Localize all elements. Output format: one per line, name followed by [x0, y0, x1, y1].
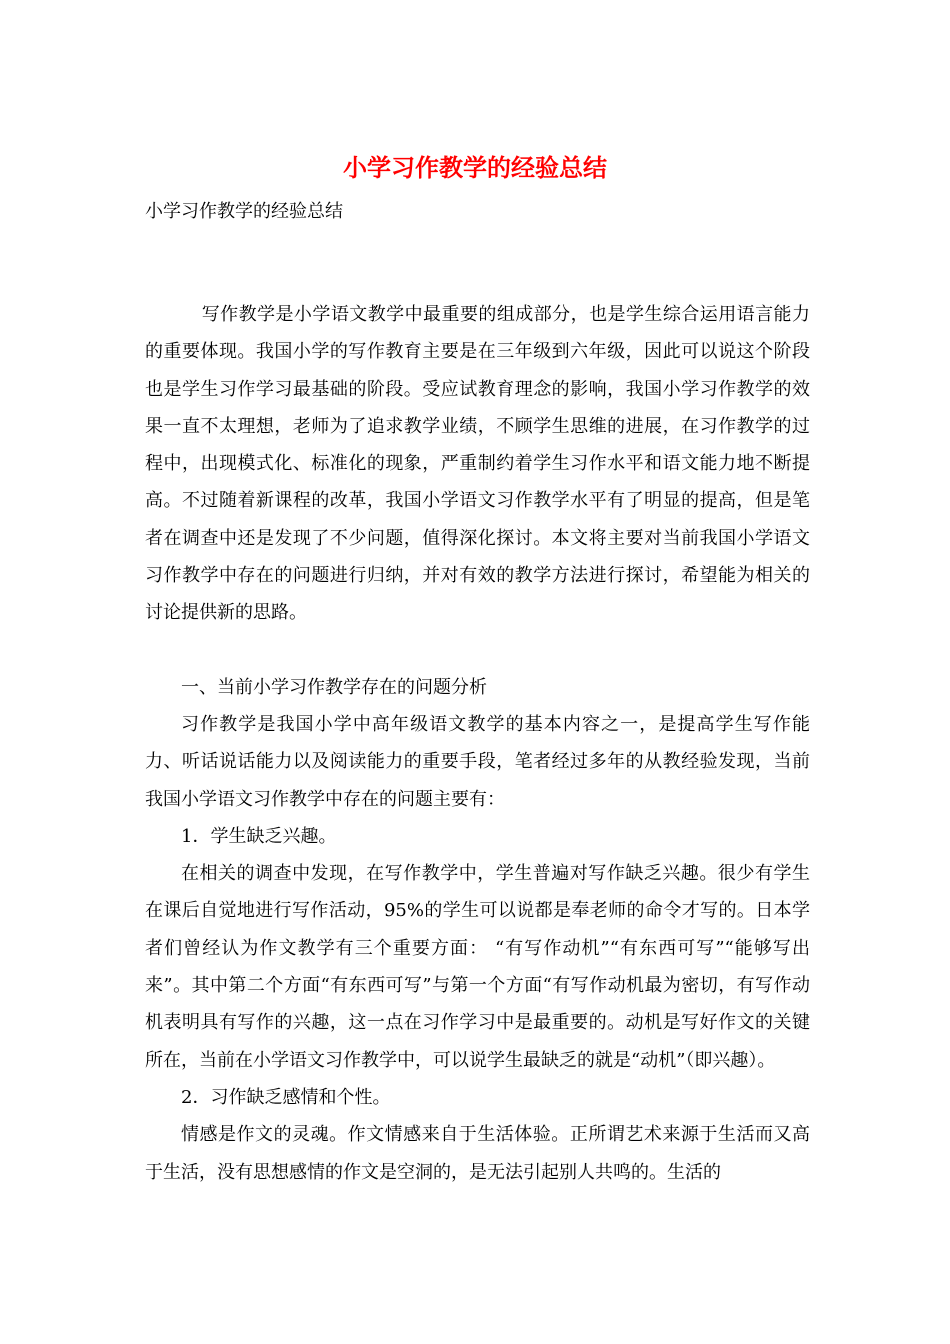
document-title: 小学习作教学的经验总结 — [343, 153, 607, 182]
section-heading: 一、当前小学习作教学存在的问题分析 — [181, 676, 487, 698]
document-subtitle: 小学习作教学的经验总结 — [145, 201, 343, 222]
item-heading-1: 1．学生缺乏兴趣。 — [181, 825, 337, 847]
item-paragraph-2: 情感是作文的灵魂。作文情感来自于生活体验。正所谓艺术来源于生活而又高于生活，没有思想感情的作文是空洞的，是无法引起别人共鸣的。生活的 — [145, 1124, 810, 1183]
section-paragraph: 习作教学是我国小学中高年级语文教学的基本内容之一，是提高学生写作能力、听话说话能力以及阅读能力的重要手段，笔者经过多年的从教经验发现，当前我国小学语文习作教学中存在的问题主要有： — [145, 713, 810, 810]
intro-paragraph: 写作教学是小学语文教学中最重要的组成部分，也是学生综合运用语言能力的重要体现。我国小学的写作教育主要是在三年级到六年级，因此可以说这个阶段也是学生习作学习最基础的阶段。受应试教育理念的影响，我国小学习作教学的效果一直不太理想，老师为了追求教学业绩，不顾学生思维的进展，在习作教学的过程中，出现模式化、标准化的现象，严重制约着学生习作水平和语文能力地不断提高。不过随着新课程的改革，我国小学语文习作教学水平有了明显的提高，但是笔者在调查中还是发现了不少问题，值得深化探讨。本文将主要对当前我国小学语文习作教学中存在的问题进行归纳，并对有效的教学方法进行探讨，希望能为相关的讨论提供新的思路。 — [145, 304, 810, 624]
document-body — [145, 296, 810, 1191]
item-paragraph-1: 在相关的调查中发现，在写作教学中，学生普遍对写作缺乏兴趣。很少有学生在课后自觉地进行写作活动，95%的学生可以说都是奉老师的命令才写的。日本学者们曾经认为作文教学有三个重要方面： “有写作动机”“有东西可写”“能够写出来”。其中第二个方面“有东西可写”与第一个方面“有写作动机最为密切，有写作动机表明具有写作的兴趣，这一点在习作学习中是最重要的。动机是写好作文的关键所在，当前在小学语文习作教学中，可以说学生最缺乏的就是“动机”（即兴趣）。 — [145, 863, 810, 1071]
item-heading-2: 2．习作缺乏感情和个性。 — [181, 1086, 391, 1108]
